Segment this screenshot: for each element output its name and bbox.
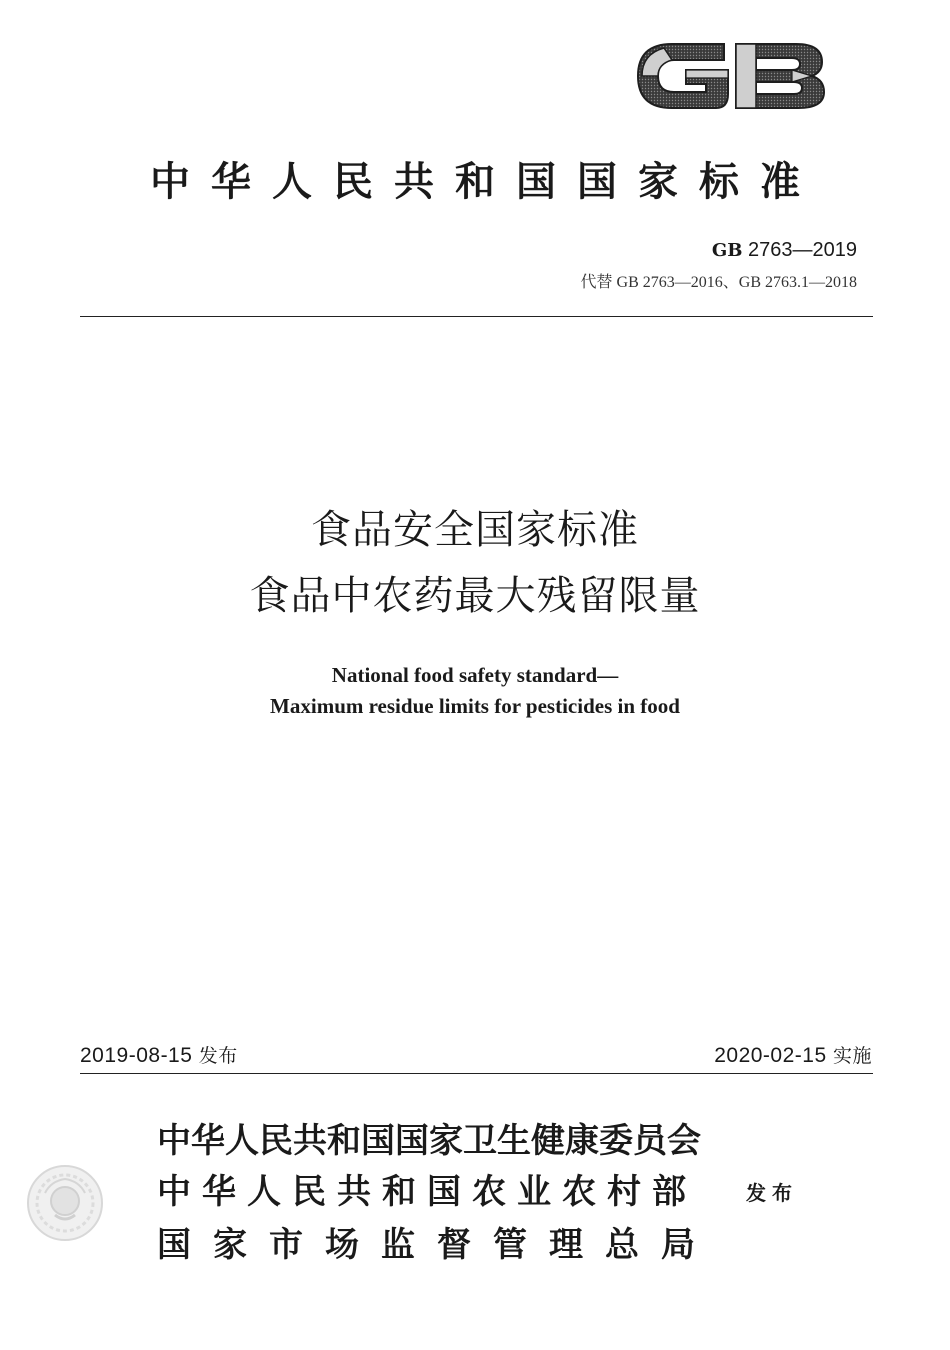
issuer-org-1: 中华人民共和国国家卫生健康委员会 <box>157 1121 701 1161</box>
date-divider <box>80 1073 873 1074</box>
effective-date-label: 实施 <box>832 1045 872 1067</box>
issuer-org-2: 中华人民共和国农业农村部 <box>157 1172 697 1212</box>
cn-title-line2: 食品中农药最大残留限量 <box>249 573 701 619</box>
en-title-line2: Maximum residue limits for pesticides in food <box>270 694 680 718</box>
issued-date <box>80 1041 238 1071</box>
en-title-line1: National food safety standard— <box>331 663 619 687</box>
cn-title-line1: 食品安全国家标准 <box>311 507 639 553</box>
gb-logo-icon <box>632 30 828 122</box>
replaces-note: 代替 GB 2763—2016、GB 2763.1—2018 <box>580 274 857 291</box>
effective-date <box>714 1041 872 1071</box>
issuer-org-3: 国家市场监督管理总局 <box>157 1225 717 1265</box>
national-emblem-seal-icon <box>25 1163 105 1243</box>
standard-number-prefix: GB <box>711 240 743 261</box>
standard-number <box>712 236 857 265</box>
country-standard-title: 中华人民共和国国家标准 <box>150 158 821 205</box>
issued-date-value: 2019-08-15 <box>80 1044 193 1067</box>
issued-date-label: 发布 <box>198 1045 238 1067</box>
header-divider <box>80 316 873 317</box>
publish-label: 发布 <box>746 1181 798 1205</box>
effective-date-value: 2020-02-15 <box>714 1044 827 1067</box>
standard-number-value: 2763—2019 <box>748 239 857 261</box>
